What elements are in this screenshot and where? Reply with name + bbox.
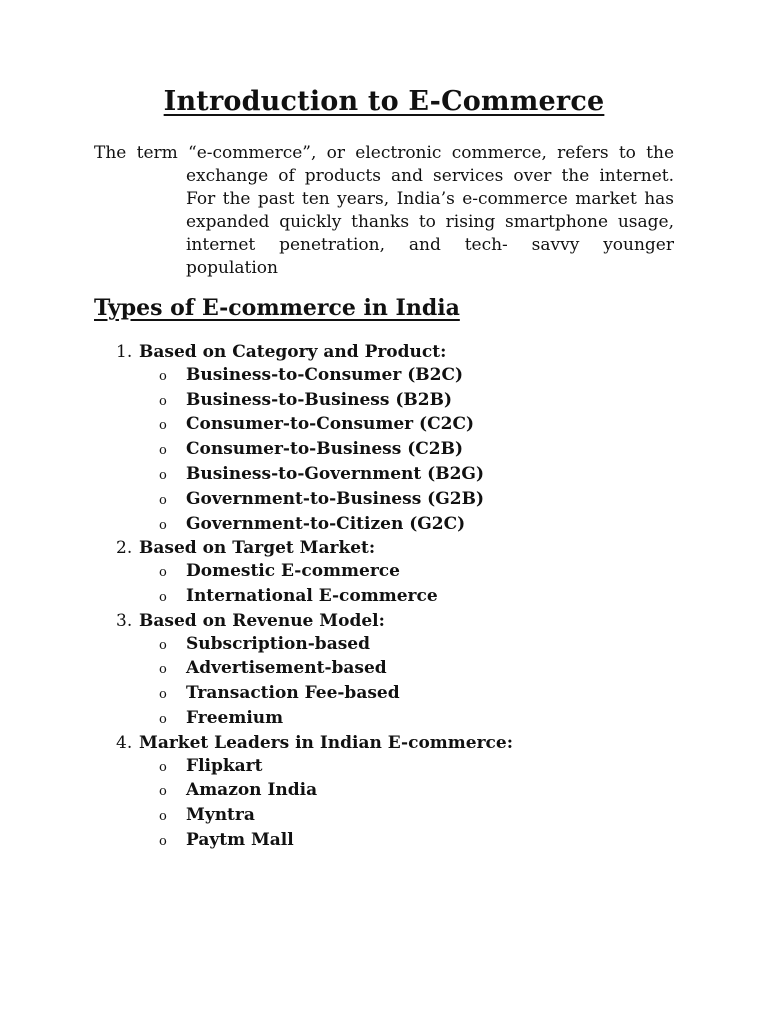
circle-bullet-icon: o <box>159 809 167 825</box>
category-label: Based on Target Market: <box>139 538 376 559</box>
circle-bullet-icon: o <box>159 517 167 533</box>
list-item-text: Business-to-Consumer (B2C) <box>186 364 464 385</box>
subitem-list <box>116 755 716 854</box>
list-item-text: Paytm Mall <box>186 829 294 850</box>
circle-bullet-icon: o <box>159 393 167 409</box>
category-label: Market Leaders in Indian E-commerce: <box>139 732 513 753</box>
circle-bullet-icon: o <box>159 589 167 605</box>
list-item-text: Advertisement-based <box>186 658 387 679</box>
page-title: Introduction to E-Commerce <box>163 86 605 117</box>
list-number: 2. <box>116 538 133 559</box>
list-item <box>116 413 716 438</box>
list-item <box>116 755 716 780</box>
category-heading-line <box>116 610 716 633</box>
subitem-list <box>116 560 716 610</box>
list-item <box>116 633 716 658</box>
circle-bullet-icon: o <box>159 759 167 775</box>
section-heading: Types of E-commerce in India <box>94 295 460 321</box>
list-item-text: Business-to-Business (B2B) <box>186 389 453 410</box>
list-item-text: Business-to-Government (B2G) <box>186 463 484 484</box>
circle-bullet-icon: o <box>159 368 167 384</box>
subitem-list <box>116 364 716 538</box>
list-item-text: Government-to-Citizen (G2C) <box>186 513 466 534</box>
list-item-text: Myntra <box>186 805 255 826</box>
circle-bullet-icon: o <box>159 833 167 849</box>
category-section <box>116 537 716 609</box>
circle-bullet-icon: o <box>159 418 167 434</box>
category-label: Based on Category and Product: <box>139 342 447 362</box>
circle-bullet-icon: o <box>159 467 167 483</box>
list-item <box>116 463 716 488</box>
category-heading-line <box>116 537 716 560</box>
category-heading-line <box>116 341 716 364</box>
list-item-text: Government-to-Business (G2B) <box>186 488 484 509</box>
list-item <box>116 829 716 854</box>
list-item-text: Transaction Fee-based <box>186 683 400 704</box>
circle-bullet-icon: o <box>159 492 167 508</box>
list-number: 4. <box>116 732 133 753</box>
list-item-text: Freemium <box>186 707 284 728</box>
circle-bullet-icon: o <box>159 784 167 800</box>
circle-bullet-icon: o <box>159 637 167 653</box>
list-item <box>116 488 716 513</box>
list-item-text: Domestic E-commerce <box>186 561 400 582</box>
list-item <box>116 804 716 829</box>
list-item-text: Subscription-based <box>186 633 370 654</box>
list-item <box>116 560 716 585</box>
subitem-list <box>116 633 716 732</box>
list-item-text: International E-commerce <box>186 585 438 606</box>
list-item <box>116 438 716 463</box>
circle-bullet-icon: o <box>159 565 167 581</box>
category-section <box>116 341 716 537</box>
list-item-text: Flipkart <box>186 755 263 776</box>
list-item <box>116 389 716 414</box>
list-item-text: Consumer-to-Consumer (C2C) <box>186 414 475 435</box>
category-section <box>116 610 716 732</box>
list-item <box>116 682 716 707</box>
list-item <box>116 585 716 610</box>
list-item-text: Amazon India <box>186 780 318 801</box>
circle-bullet-icon: o <box>159 662 167 678</box>
category-heading-line <box>116 732 716 755</box>
circle-bullet-icon: o <box>159 443 167 459</box>
list-item <box>116 707 716 732</box>
category-section <box>116 732 716 854</box>
intro-paragraph: The term “e-commerce”, or electronic commerce, refers to the exchange of products and services over the internet. For the past ten years, India’s e-commerce market has expanded quickly thanks to rising smartphone usage, internet penetration, and tech- savvy younger population <box>94 143 674 278</box>
list-item <box>116 513 716 538</box>
list-number: 1. <box>116 342 133 362</box>
types-list <box>116 341 716 854</box>
circle-bullet-icon: o <box>159 711 167 727</box>
list-item <box>116 779 716 804</box>
circle-bullet-icon: o <box>159 687 167 703</box>
list-item-text: Consumer-to-Business (C2B) <box>186 439 464 460</box>
list-item <box>116 657 716 682</box>
list-item <box>116 364 716 389</box>
list-number: 3. <box>116 610 133 631</box>
category-label: Based on Revenue Model: <box>139 610 385 631</box>
